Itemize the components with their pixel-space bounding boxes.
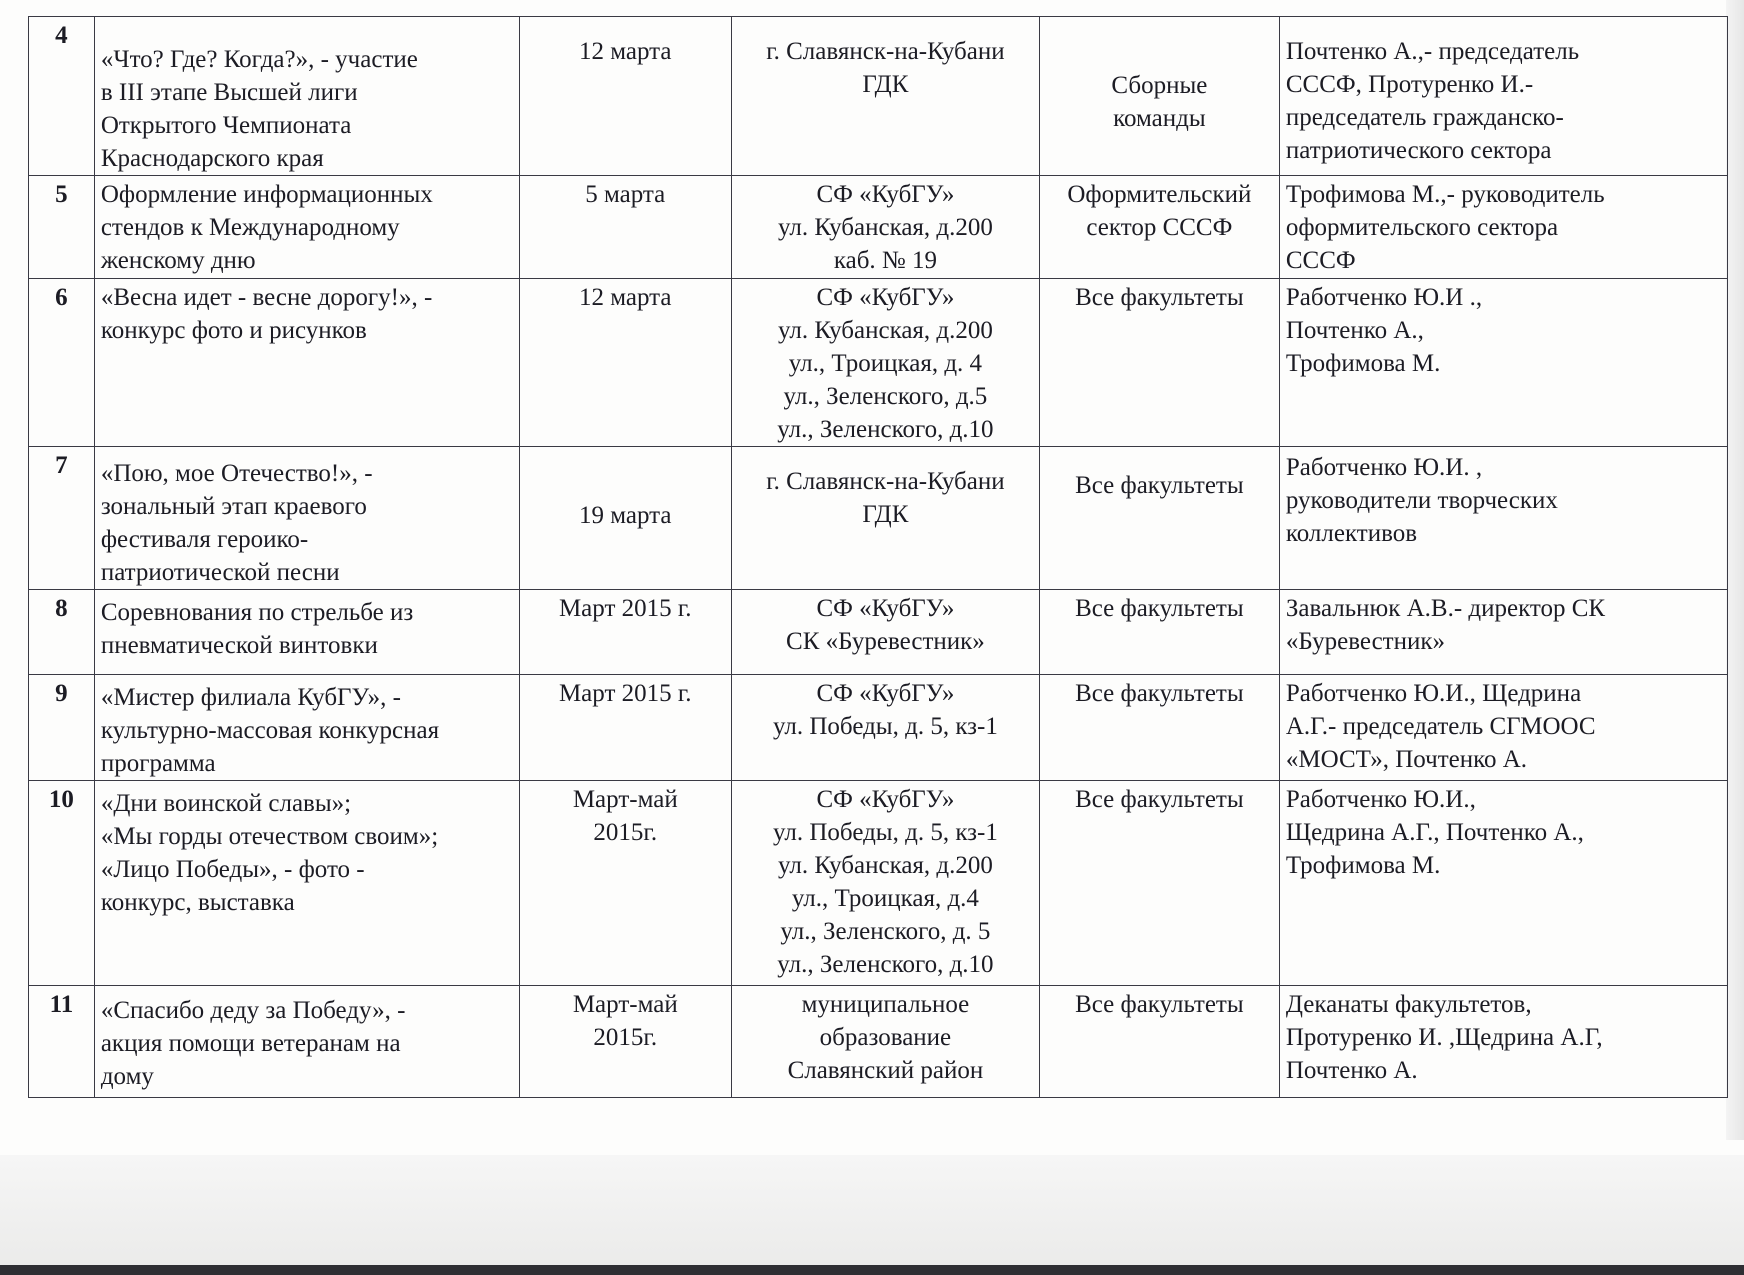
- event-date: 5 марта: [519, 176, 731, 279]
- event-responsible: Работченко Ю.И. , руководители творческих коллективов: [1279, 447, 1727, 590]
- event-date: Март-май 2015г.: [519, 781, 731, 986]
- event-participants: Оформительский сектор СССФ: [1039, 176, 1279, 279]
- table-row: [29, 590, 1728, 675]
- event-place: муниципальное образование Славянский район: [731, 986, 1039, 1098]
- event-name: Соревнования по стрельбе из пневматической винтовки: [94, 590, 519, 675]
- event-date: 19 марта: [519, 447, 731, 590]
- event-name: «Пою, мое Отечество!», - зональный этап краевого фестиваля героико- патриотической песни: [94, 447, 519, 590]
- table-row: [29, 986, 1728, 1098]
- event-place: СФ «КубГУ» ул. Победы, д. 5, кз-1 ул. Кубанская, д.200 ул., Троицкая, д.4 ул., Зеленского, д. 5 ул., Зеленского, д.10: [731, 781, 1039, 986]
- event-participants: Все факультеты: [1039, 781, 1279, 986]
- event-place: г. Славянск-на-Кубани ГДК: [731, 447, 1039, 590]
- table-row: [29, 675, 1728, 781]
- event-participants: Все факультеты: [1039, 590, 1279, 675]
- event-name: «Весна идет - весне дорогу!», - конкурс фото и рисунков: [94, 279, 519, 447]
- row-number: 7: [29, 447, 95, 590]
- event-responsible: Трофимова М.,- руководитель оформительского сектора СССФ: [1279, 176, 1727, 279]
- event-name: «Что? Где? Когда?», - участие в III этапе Высшей лиги Открытого Чемпионата Краснодарского края: [94, 17, 519, 176]
- events-table: [28, 16, 1728, 1098]
- event-date: Март 2015 г.: [519, 675, 731, 781]
- event-place: г. Славянск-на-Кубани ГДК: [731, 17, 1039, 176]
- table-row: [29, 17, 1728, 176]
- event-participants: Все факультеты: [1039, 986, 1279, 1098]
- event-name: «Мистер филиала КубГУ», - культурно-массовая конкурсная программа: [94, 675, 519, 781]
- row-number: 5: [29, 176, 95, 279]
- scan-edge-right: [1726, 0, 1744, 1140]
- event-responsible: Работченко Ю.И., Щедрина А.Г.- председатель СГМООС «МОСТ», Почтенко А.: [1279, 675, 1727, 781]
- event-participants: Сборные команды: [1039, 17, 1279, 176]
- event-responsible: Работченко Ю.И., Щедрина А.Г., Почтенко А., Трофимова М.: [1279, 781, 1727, 986]
- event-date: Март 2015 г.: [519, 590, 731, 675]
- scan-bottom-shade: [0, 1155, 1744, 1265]
- event-name: Оформление информационных стендов к Международному женскому дню: [94, 176, 519, 279]
- row-number: 4: [29, 17, 95, 176]
- scan-bottom-border: [0, 1265, 1744, 1275]
- event-responsible: Завальнюк А.В.- директор СК «Буревестник»: [1279, 590, 1727, 675]
- event-place: СФ «КубГУ» ул. Кубанская, д.200 каб. № 19: [731, 176, 1039, 279]
- event-participants: Все факультеты: [1039, 675, 1279, 781]
- row-number: 11: [29, 986, 95, 1098]
- table-row: [29, 447, 1728, 590]
- row-number: 6: [29, 279, 95, 447]
- event-date: 12 марта: [519, 279, 731, 447]
- table-row: [29, 781, 1728, 986]
- event-name: «Спасибо деду за Победу», - акция помощи ветеранам на дому: [94, 986, 519, 1098]
- table-row: [29, 279, 1728, 447]
- event-responsible: Работченко Ю.И ., Почтенко А., Трофимова М.: [1279, 279, 1727, 447]
- event-place: СФ «КубГУ» ул. Кубанская, д.200 ул., Троицкая, д. 4 ул., Зеленского, д.5 ул., Зеленского, д.10: [731, 279, 1039, 447]
- event-date: 12 марта: [519, 17, 731, 176]
- event-participants: Все факультеты: [1039, 279, 1279, 447]
- event-name: «Дни воинской славы»; «Мы горды отечеством своим»; «Лицо Победы», - фото - конкурс, выставка: [94, 781, 519, 986]
- row-number: 10: [29, 781, 95, 986]
- event-place: СФ «КубГУ» СК «Буревестник»: [731, 590, 1039, 675]
- table-row: [29, 176, 1728, 279]
- row-number: 9: [29, 675, 95, 781]
- event-place: СФ «КубГУ» ул. Победы, д. 5, кз-1: [731, 675, 1039, 781]
- event-responsible: Деканаты факультетов, Протуренко И. ,Щедрина А.Г, Почтенко А.: [1279, 986, 1727, 1098]
- event-responsible: Почтенко А.,- председатель СССФ, Протуренко И.- председатель гражданско- патриотического сектора: [1279, 17, 1727, 176]
- row-number: 8: [29, 590, 95, 675]
- event-participants: Все факультеты: [1039, 447, 1279, 590]
- event-date: Март-май 2015г.: [519, 986, 731, 1098]
